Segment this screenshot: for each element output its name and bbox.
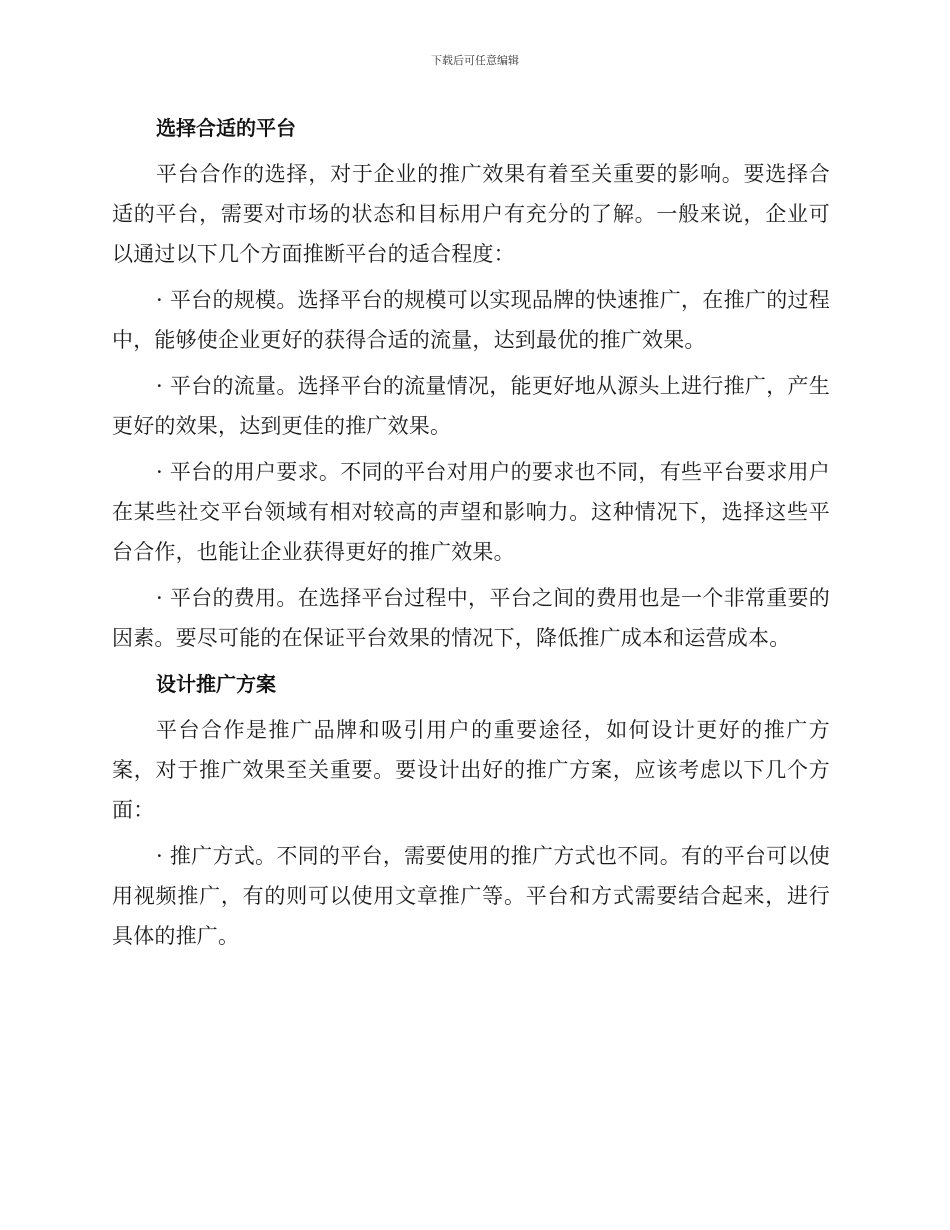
section-heading: 设计推广方案: [156, 672, 276, 696]
bullet-paragraph: · 平台的流量。选择平台的流量情况，能更好地从源头上进行推广，产生更好的效果，达到更佳的推广效果。: [112, 374, 830, 438]
header-note: 下载后可任意编辑: [431, 54, 519, 67]
section-design-plan: [112, 664, 830, 956]
section-heading: 选择合适的平台: [156, 116, 296, 140]
bullet-paragraph: · 平台的规模。选择平台的规模可以实现品牌的快速推广，在推广的过程中，能够使企业更好的获得合适的流量，达到最优的推广效果。: [112, 288, 830, 352]
bullet-paragraph: · 平台的费用。在选择平台过程中，平台之间的费用也是一个非常重要的因素。要尽可能的在保证平台效果的情况下，降低推广成本和运营成本。: [112, 586, 830, 650]
paragraph: 平台合作的选择，对于企业的推广效果有着至关重要的影响。要选择合适的平台，需要对市场的状态和目标用户有充分的了解。一般来说，企业可以通过以下几个方面推断平台的适合程度：: [112, 162, 830, 266]
paragraph: 平台合作是推广品牌和吸引用户的重要途径，如何设计更好的推广方案，对于推广效果至关重要。要设计出好的推广方案，应该考虑以下几个方面：: [112, 718, 830, 822]
section-select-platform: [112, 108, 830, 658]
bullet-paragraph: · 平台的用户要求。不同的平台对用户的要求也不同，有些平台要求用户在某些社交平台领域有相对较高的声望和影响力。这种情况下，选择这些平台合作，也能让企业获得更好的推广效果。: [112, 460, 830, 564]
document-body: [112, 108, 830, 962]
bullet-paragraph: · 推广方式。不同的平台，需要使用的推广方式也不同。有的平台可以使用视频推广，有的则可以使用文章推广等。平台和方式需要结合起来，进行具体的推广。: [112, 844, 830, 948]
